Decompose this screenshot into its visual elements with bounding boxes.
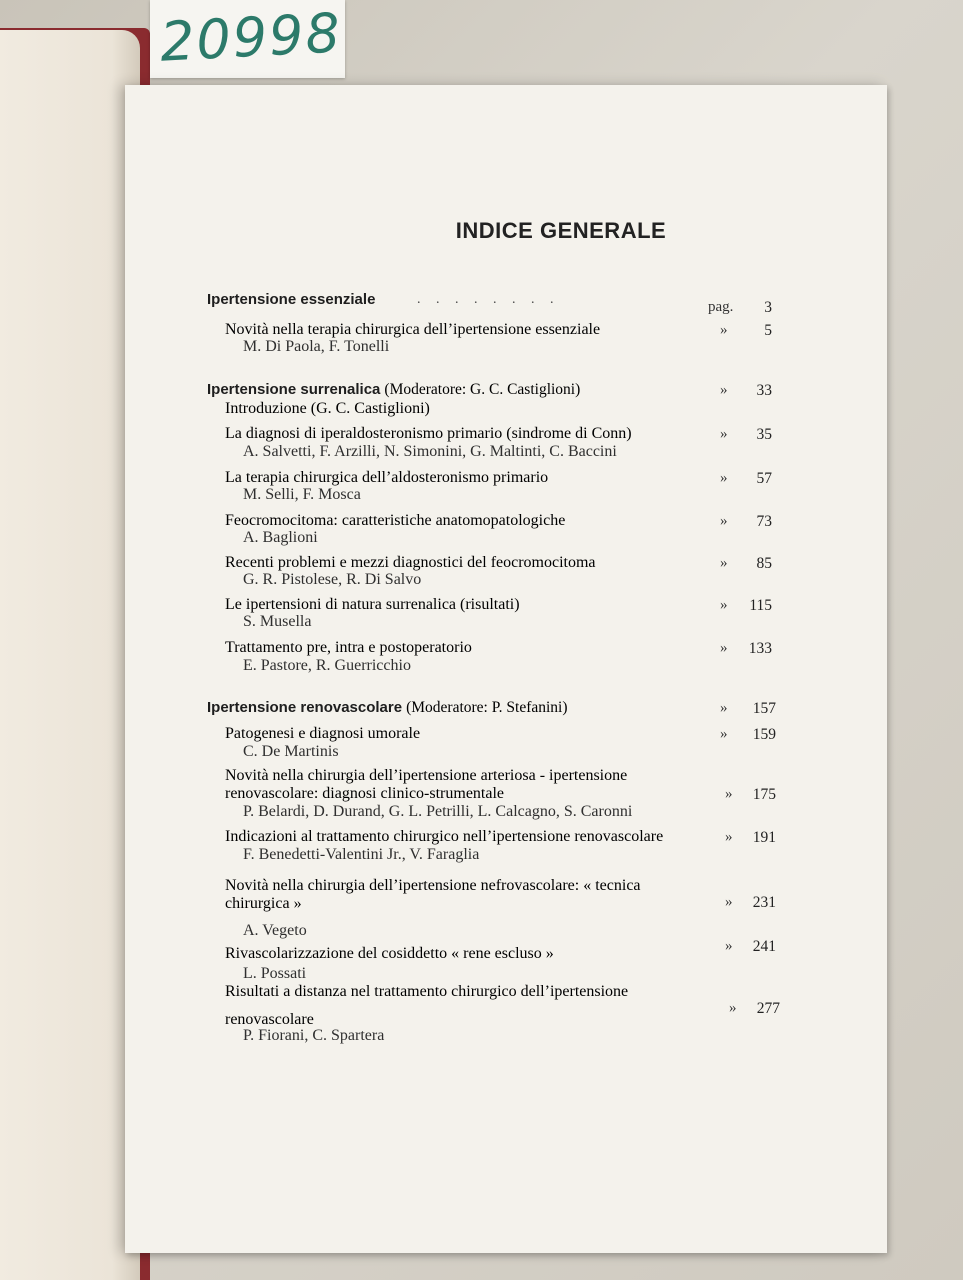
entry-title: Le ipertensioni di natura surrenalica (risultati) — [225, 596, 520, 613]
entry-title: Rivascolarizzazione del cosiddetto « rene escluso » — [225, 945, 554, 962]
section-moderator: (Moderatore: P. Stefanini) — [406, 699, 568, 716]
page-number: 175 — [752, 786, 776, 803]
ditto-mark: » — [720, 322, 728, 338]
section-title: Ipertensione renovascolare — [207, 699, 403, 716]
page-number: 157 — [752, 700, 776, 717]
page-number: 191 — [752, 829, 776, 846]
section-title: Ipertensione essenziale — [207, 291, 376, 308]
left-page — [0, 30, 140, 1280]
ditto-mark: » — [720, 555, 728, 571]
entry-authors: A. Salvetti, F. Arzilli, N. Simonini, G. Maltinti, C. Baccini — [243, 443, 617, 460]
entry-title-line2: renovascolare: diagnosi clinico-strumentale — [225, 785, 505, 802]
ditto-mark: » — [720, 640, 728, 656]
page-title: INDICE GENERALE — [455, 218, 667, 243]
entry-title-line2: chirurgica » — [225, 895, 302, 912]
ditto-mark: » — [725, 786, 733, 802]
ditto-mark: » — [725, 894, 733, 910]
page-number: 57 — [756, 470, 772, 487]
page-number: 277 — [756, 1000, 780, 1017]
dot-leader: . . . . . . . . — [417, 292, 560, 307]
section-intro: Introduzione (G. C. Castiglioni) — [225, 400, 430, 417]
page-number: 3 — [764, 299, 772, 316]
ditto-mark: » — [720, 382, 728, 398]
ditto-mark: » — [720, 597, 728, 613]
entry-title: Indicazioni al trattamento chirurgico nell’ipertensione renovascolare — [225, 828, 664, 845]
ditto-mark: » — [720, 726, 728, 742]
entry-title: Recenti problemi e mezzi diagnostici del feocromocitoma — [225, 554, 596, 571]
section-heading — [207, 381, 580, 399]
entry-authors: P. Fiorani, C. Spartera — [243, 1027, 385, 1044]
entry-authors: A. Baglioni — [243, 529, 318, 546]
section-heading — [207, 699, 568, 717]
entry-authors: P. Belardi, D. Durand, G. L. Petrilli, L. Calcagno, S. Caronni — [243, 803, 633, 820]
entry-title: Trattamento pre, intra e postoperatorio — [225, 639, 472, 656]
section-title: Ipertensione surrenalica — [207, 381, 381, 398]
entry-authors: M. Selli, F. Mosca — [243, 486, 361, 503]
entry-title-line1: Risultati a distanza nel trattamento chirurgico dell’ipertensione — [225, 983, 629, 1000]
page-number: 159 — [752, 726, 776, 743]
entry-authors: A. Vegeto — [243, 922, 307, 939]
page-number: 241 — [752, 938, 776, 955]
entry-authors: F. Benedetti-Valentini Jr., V. Faraglia — [243, 846, 480, 863]
entry-title: Patogenesi e diagnosi umorale — [225, 725, 421, 742]
ditto-mark: » — [729, 1000, 737, 1016]
entry-title-line2: renovascolare — [225, 1011, 314, 1028]
entry-title-line1: Novità nella chirurgia dell’ipertensione nefrovascolare: « tecnica — [225, 877, 641, 894]
ditto-mark: » — [725, 938, 733, 954]
ditto-mark: » — [720, 700, 728, 716]
entry-title: Feocromocitoma: caratteristiche anatomopatologiche — [225, 512, 566, 529]
page-number: 133 — [748, 640, 772, 657]
page-number: 115 — [749, 597, 772, 614]
page-number: 85 — [756, 555, 772, 572]
book-page — [125, 85, 887, 1253]
page-number: 231 — [752, 894, 776, 911]
page-number: 33 — [756, 382, 772, 399]
ditto-mark: » — [720, 513, 728, 529]
page-number: 5 — [764, 322, 772, 339]
ditto-mark: » — [725, 829, 733, 845]
pag-label: pag. — [708, 299, 734, 315]
entry-title: Novità nella terapia chirurgica dell’ipertensione essenziale — [225, 321, 601, 338]
entry-authors: G. R. Pistolese, R. Di Salvo — [243, 571, 422, 588]
ditto-mark: » — [720, 426, 728, 442]
entry-authors: C. De Martinis — [243, 743, 339, 760]
entry-authors: L. Possati — [243, 965, 307, 982]
entry-title: La diagnosi di iperaldosteronismo primario (sindrome di Conn) — [225, 425, 632, 442]
inventory-sticker — [150, 0, 345, 78]
entry-authors: E. Pastore, R. Guerricchio — [243, 657, 411, 674]
section-moderator: (Moderatore: G. C. Castiglioni) — [384, 381, 581, 398]
page-number: 73 — [756, 513, 772, 530]
page-number: 35 — [756, 426, 772, 443]
entry-title: La terapia chirurgica dell’aldosteronismo primario — [225, 469, 549, 486]
entry-title-line1: Novità nella chirurgia dell’ipertensione arteriosa - ipertensione — [225, 767, 628, 784]
entry-authors: S. Musella — [243, 613, 312, 630]
entry-authors: M. Di Paola, F. Tonelli — [243, 338, 390, 355]
handwritten-number: 20998 — [158, 1, 344, 74]
ditto-mark: » — [720, 470, 728, 486]
